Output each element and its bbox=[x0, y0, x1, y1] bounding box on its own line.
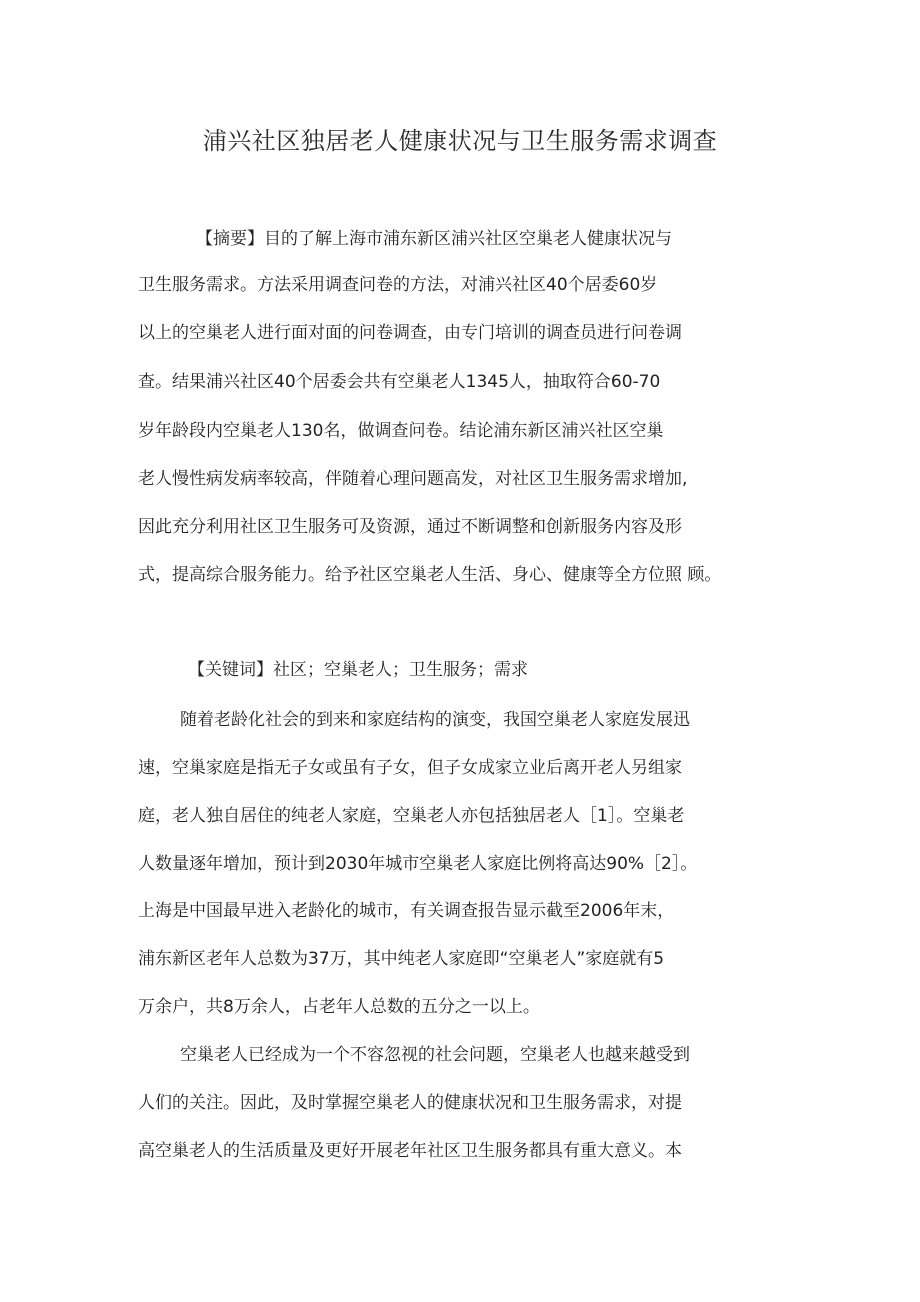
document-title: 浦兴社区独居老人健康状况与卫生服务需求调查 bbox=[202, 127, 718, 155]
paragraph-line: 随着老龄化社会的到来和家庭结构的演变，我国空巢老人家庭发展迅 bbox=[180, 710, 690, 730]
paragraph-line: 速，空巢家庭是指无子女或虽有子女，但子女成家立业后离开老人另组家 bbox=[138, 758, 682, 778]
paragraph-line: 空巢老人已经成为一个不容忽视的社会问题，空巢老人也越来越受到 bbox=[180, 1045, 690, 1065]
abstract-line: 式，提高综合服务能力。给予社区空巢老人生活、身心、健康等全方位照 顾。 bbox=[138, 565, 722, 585]
abstract-line: 岁年龄段内空巢老人130名，做调查问卷。结论浦东新区浦兴社区空巢 bbox=[138, 421, 664, 441]
paragraph-line: 上海是中国最早进入老龄化的城市，有关调查报告显示截至2006年末， bbox=[138, 901, 675, 921]
abstract-line: 查。结果浦兴社区40个居委会共有空巢老人1345人，抽取符合60-70 bbox=[138, 372, 661, 392]
paragraph-line: 高空巢老人的生活质量及更好开展老年社区卫生服务都具有重大意义。本 bbox=[138, 1141, 682, 1161]
abstract-line: 【摘要】目的了解上海市浦东新区浦兴社区空巢老人健康状况与 bbox=[196, 229, 672, 249]
abstract-line: 老人慢性病发病率较高，伴随着心理问题高发，对社区卫生服务需求增加, bbox=[138, 469, 688, 489]
paragraph-line: 人数量逐年增加，预计到2030年城市空巢老人家庭比例将高达90%［2］。 bbox=[138, 854, 698, 874]
paragraph-line: 浦东新区老年人总数为37万，其中纯老人家庭即“空巢老人”家庭就有5 bbox=[138, 949, 665, 969]
abstract-line: 卫生服务需求。方法采用调查问卷的方法，对浦兴社区40个居委60岁 bbox=[138, 275, 658, 295]
paragraph-line: 人们的关注。因此，及时掌握空巢老人的健康状况和卫生服务需求，对提 bbox=[138, 1093, 682, 1113]
abstract-line: 因此充分利用社区卫生服务可及资源，通过不断调整和创新服务内容及形 bbox=[138, 517, 682, 537]
abstract-line: 以上的空巢老人进行面对面的问卷调查，由专门培训的调查员进行问卷调 bbox=[138, 323, 682, 343]
paragraph-line: 万余户，共8万余人，占老年人总数的五分之一以上。 bbox=[138, 997, 540, 1017]
keywords-line: 【关键词】社区；空巢老人；卫生服务；需求 bbox=[188, 660, 528, 680]
paragraph-line: 庭，老人独自居住的纯老人家庭，空巢老人亦包括独居老人［1］。空巢老 bbox=[138, 806, 685, 826]
